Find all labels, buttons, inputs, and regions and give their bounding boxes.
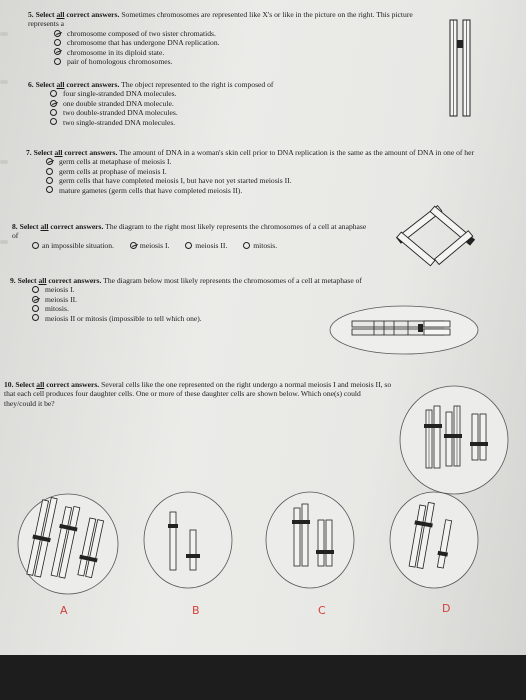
option-text: meiosis II. xyxy=(195,240,228,250)
option-text: chromosome composed of two sister chromatids. xyxy=(67,28,216,38)
answer-option[interactable] xyxy=(50,89,428,98)
question-5 xyxy=(28,10,428,66)
answer-option[interactable] xyxy=(130,241,170,250)
answer-option[interactable] xyxy=(185,241,227,250)
answer-option[interactable] xyxy=(50,118,428,127)
answer-option[interactable] xyxy=(46,176,486,185)
question-lead: correct answers. xyxy=(44,380,100,389)
radio-bubble-icon[interactable] xyxy=(54,58,61,65)
all-emphasis: all xyxy=(38,276,47,285)
daughter-cell-a-diagram-icon xyxy=(12,492,124,596)
answer-option[interactable] xyxy=(46,157,486,166)
question-lead: correct answers. xyxy=(48,222,104,231)
radio-bubble-icon[interactable] xyxy=(32,286,39,293)
handwritten-label-a: A xyxy=(60,604,68,617)
question-lead: Select xyxy=(35,10,57,19)
radio-bubble-icon[interactable] xyxy=(54,48,61,55)
radio-bubble-icon[interactable] xyxy=(130,242,137,249)
option-text: germ cells at metaphase of meiosis I. xyxy=(59,157,172,167)
question-10 xyxy=(4,380,394,408)
answer-options xyxy=(28,29,428,67)
all-emphasis: all xyxy=(56,80,65,89)
option-text: meiosis II. xyxy=(45,294,78,304)
radio-bubble-icon[interactable] xyxy=(46,158,53,165)
question-lead: Select xyxy=(35,80,57,89)
option-text: two single-stranded DNA molecules. xyxy=(63,117,176,127)
answer-option[interactable] xyxy=(46,167,486,176)
answer-option[interactable] xyxy=(243,241,277,250)
question-text: The diagram to the right most likely represents the chromosomes of a cell at anaphase of xyxy=(12,222,367,241)
handwritten-label-c: C xyxy=(318,604,326,617)
radio-bubble-icon[interactable] xyxy=(46,168,53,175)
question-8-stem xyxy=(12,222,372,241)
question-lead: correct answers. xyxy=(62,148,118,157)
question-number: 9. xyxy=(10,276,16,285)
radio-bubble-icon[interactable] xyxy=(185,242,192,249)
question-lead: correct answers. xyxy=(64,10,120,19)
option-text: an impossible situation. xyxy=(42,240,114,250)
option-text: germ cells that have completed meiosis I, but have not yet started meiosis II. xyxy=(59,176,292,186)
daughter-cell-b-diagram-icon xyxy=(142,490,234,590)
all-emphasis: all xyxy=(54,148,63,157)
radio-bubble-icon[interactable] xyxy=(46,177,53,184)
question-text: The amount of DNA in a woman's skin cell prior to DNA replication is the same as the amount of DNA in one of her xyxy=(117,148,475,157)
question-lead: Select xyxy=(17,276,39,285)
all-emphasis: all xyxy=(56,10,65,19)
question-number: 8. xyxy=(12,222,18,231)
answer-option[interactable] xyxy=(46,186,486,195)
option-text: mature gametes (germ cells that have completed meiosis II). xyxy=(59,185,243,195)
radio-bubble-icon[interactable] xyxy=(46,186,53,193)
answer-option[interactable] xyxy=(32,285,490,294)
question-5-stem xyxy=(28,10,428,29)
option-text: meiosis I. xyxy=(45,285,75,295)
question-number: 7. xyxy=(26,148,32,157)
radio-bubble-icon[interactable] xyxy=(50,90,57,97)
question-text: Several cells like the one represented on the right undergo a normal meiosis I and meiosis II, so that each cell produces four daughter cells. One or more of these daughter cells are shown below. Which one(s) could they/could it be? xyxy=(4,380,392,408)
option-text: meiosis I. xyxy=(139,240,170,250)
question-number: 10. xyxy=(4,380,14,389)
option-text: chromosome in its diploid state. xyxy=(67,47,165,57)
question-8 xyxy=(12,222,372,250)
question-text: Sometimes chromosomes are represented like X's or like in the picture on the right. This picture represents a xyxy=(28,10,413,29)
all-emphasis: all xyxy=(36,380,45,389)
radio-bubble-icon[interactable] xyxy=(243,242,250,249)
metaphase-cell-diagram-icon xyxy=(328,304,480,356)
handwritten-label-b: B xyxy=(192,604,200,617)
all-emphasis: all xyxy=(40,222,49,231)
option-text: pair of homologous chromosomes. xyxy=(67,57,173,67)
radio-bubble-icon[interactable] xyxy=(32,242,39,249)
radio-bubble-icon[interactable] xyxy=(32,305,39,312)
answer-option[interactable] xyxy=(54,29,428,38)
answer-option[interactable] xyxy=(32,295,490,304)
question-text: The object represented to the right is composed of xyxy=(119,80,274,89)
parent-cell-diagram-icon xyxy=(398,384,510,496)
radio-bubble-icon[interactable] xyxy=(32,296,39,303)
question-7 xyxy=(26,148,486,195)
question-6-stem xyxy=(28,80,428,89)
option-text: four single-stranded DNA molecules. xyxy=(63,89,177,99)
answer-option[interactable] xyxy=(32,241,114,250)
radio-bubble-icon[interactable] xyxy=(32,314,39,321)
question-text: The diagram below most likely represents the chromosomes of a cell at metaphase of xyxy=(101,276,362,285)
question-number: 5. xyxy=(28,10,34,19)
option-text: germ cells at prophase of meiosis I. xyxy=(59,166,167,176)
handwritten-label-d: D xyxy=(442,602,451,615)
answer-option[interactable] xyxy=(54,38,428,47)
radio-bubble-icon[interactable] xyxy=(54,30,61,37)
radio-bubble-icon[interactable] xyxy=(50,109,57,116)
question-lead: Select xyxy=(33,148,55,157)
question-lead: correct answers. xyxy=(64,80,120,89)
radio-bubble-icon[interactable] xyxy=(54,39,61,46)
answer-options xyxy=(26,157,486,195)
answer-options xyxy=(12,241,372,250)
daughter-cell-c-diagram-icon xyxy=(264,490,356,590)
option-text: mitosis. xyxy=(253,240,278,250)
daughter-cell-d-diagram-icon xyxy=(388,490,480,590)
anaphase-diagram-icon xyxy=(392,196,476,270)
option-text: chromosome that has undergone DNA replication. xyxy=(67,38,220,48)
question-9-stem xyxy=(10,276,490,285)
option-text: one double stranded DNA molecule. xyxy=(63,98,174,108)
option-text: mitosis. xyxy=(45,304,69,314)
answer-option[interactable] xyxy=(54,48,428,57)
binder-hole xyxy=(0,160,8,164)
answer-options xyxy=(28,89,428,127)
chromosome-diagram-icon xyxy=(448,18,472,118)
radio-bubble-icon[interactable] xyxy=(50,100,57,107)
answer-option[interactable] xyxy=(50,99,428,108)
question-lead: Select xyxy=(19,222,41,231)
question-6 xyxy=(28,80,428,127)
question-lead: Select xyxy=(15,380,37,389)
question-7-stem xyxy=(26,148,486,157)
background-surface xyxy=(0,655,526,700)
question-10-stem xyxy=(4,380,394,408)
answer-option[interactable] xyxy=(50,108,428,117)
answer-option[interactable] xyxy=(54,57,428,66)
binder-hole xyxy=(0,32,8,36)
binder-hole xyxy=(0,240,8,244)
binder-hole xyxy=(0,80,8,84)
radio-bubble-icon[interactable] xyxy=(50,118,57,125)
option-text: meiosis II or mitosis (impossible to tell which one). xyxy=(45,313,202,323)
question-number: 6. xyxy=(28,80,34,89)
option-text: two double-stranded DNA molecules. xyxy=(63,108,178,118)
question-lead: correct answers. xyxy=(46,276,102,285)
